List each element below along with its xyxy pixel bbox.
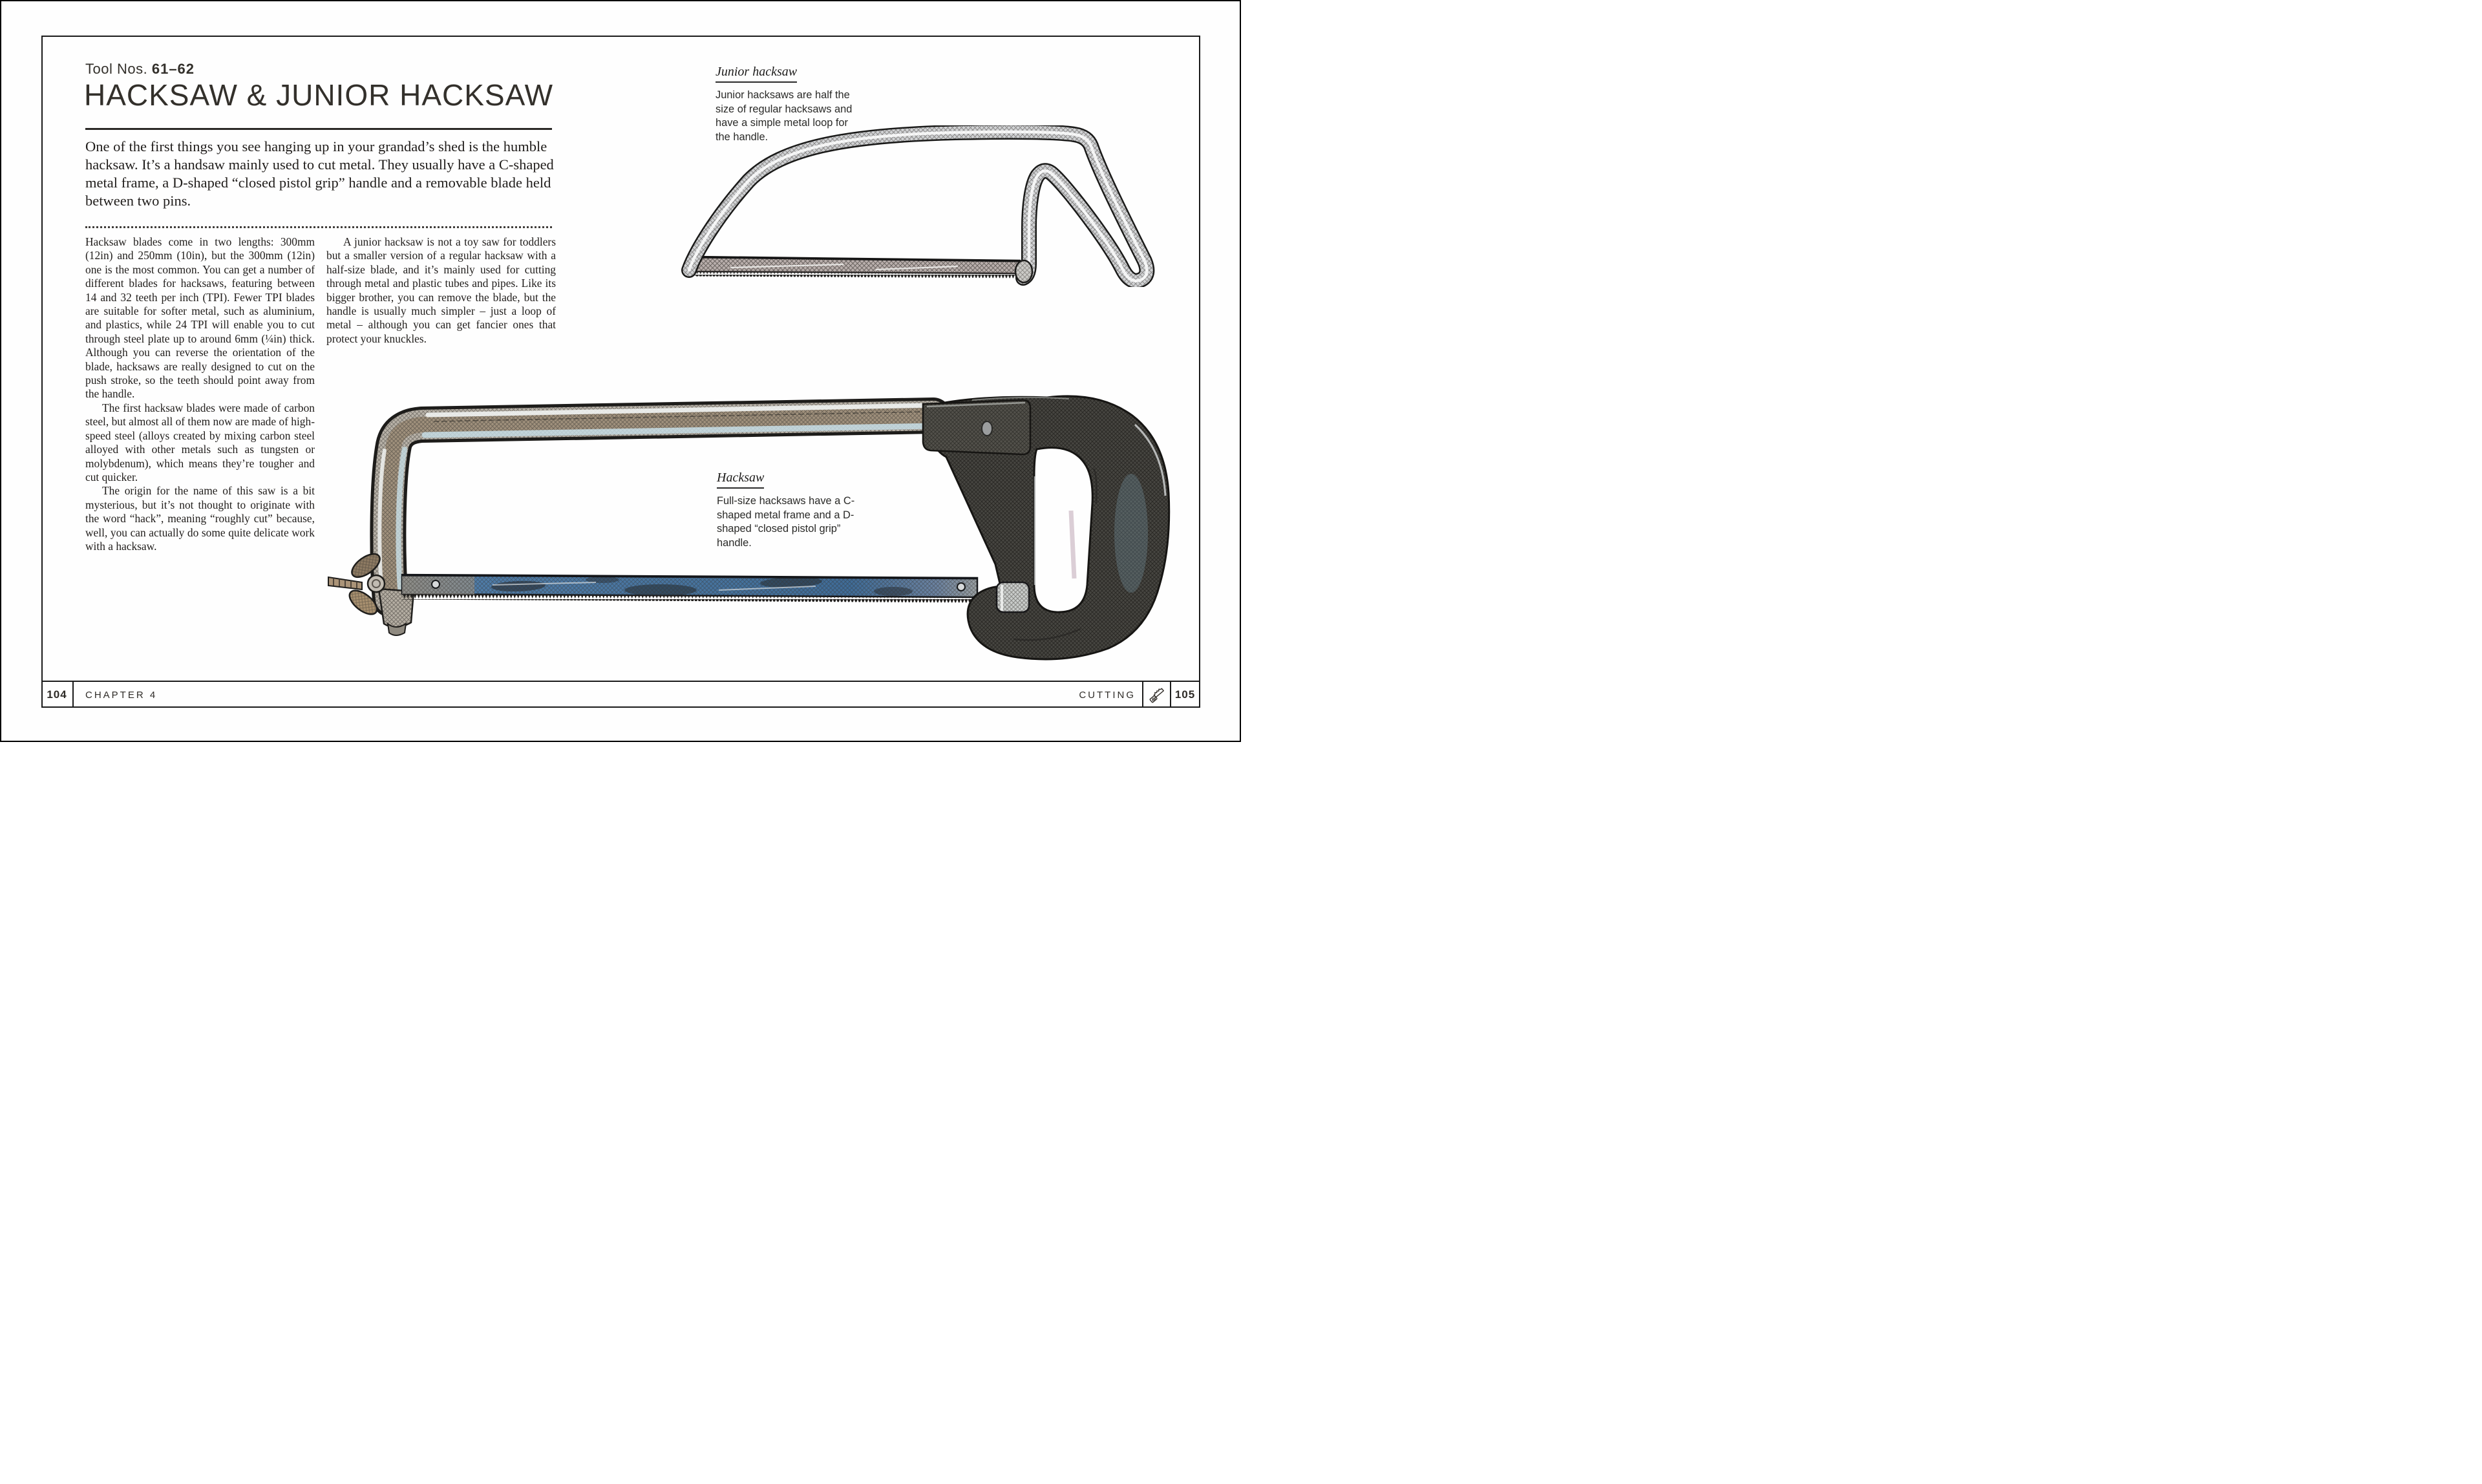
chapter-label: CHAPTER 4	[85, 689, 158, 701]
intro-paragraph: One of the first things you see hanging up in your grandad’s shed is the humble hacksaw. It’s a handsaw mainly used to cut metal. They usually have a C-shaped metal frame, a D-shaped “closed pistol grip” handle and a removable blade held between two pins.	[85, 138, 554, 209]
dotted-divider	[85, 226, 552, 228]
left-column	[85, 235, 315, 553]
hacksaw-blade	[402, 575, 977, 603]
hacksaw-handle	[923, 396, 1169, 659]
wingnut	[328, 549, 385, 619]
body-paragraph: The first hacksaw blades were made of carbon steel, but almost all of them now are made of high-speed steel (alloys created by mixing carbon steel alloyed with other metals such as tungsten or molybdenum), which means they’re tougher and cut quicker.	[85, 401, 315, 483]
junior-caption-body: Junior hacksaws are half the size of regular hacksaws and have a simple metal loop for the handle.	[716, 89, 853, 143]
hacksaw-caption-heading: Hacksaw	[717, 471, 764, 489]
tool-number-label	[85, 61, 195, 78]
saw-icon	[1142, 682, 1170, 708]
body-paragraph: The origin for the name of this saw is a bit mysterious, but it’s not thought to originate with the word “hack”, meaning “roughly cut” because, well, you can actually do some quite delicate work with a hacksaw.	[85, 484, 315, 553]
blade-pin-right	[957, 583, 965, 591]
page-title: HACKSAW & JUNIOR HACKSAW	[84, 78, 553, 112]
blade-pin-left	[432, 580, 440, 588]
body-paragraph: Hacksaw blades come in two lengths: 300mm (12in) and 250mm (10in), but the 300mm (12in) one is the most common. You can get a number of different blades for hacksaws, featuring between 14 and 32 teeth per inch (TPI). Fewer TPI blades are suitable for softer metal, such as aluminium, and plastics, while 24 TPI will enable you to cut through steel plate up to around 6mm (¼in) thick. Although you can reverse the orientation of the blade, hacksaws are really designed to cut on the push stroke, so the teeth should point away from the handle.	[85, 235, 315, 401]
page-number-left: 104	[41, 682, 74, 708]
footer-band	[41, 681, 1200, 708]
junior-blade	[695, 257, 1021, 279]
section-label: CUTTING	[1079, 689, 1136, 701]
title-rule	[85, 128, 552, 130]
tool-label: Tool Nos.	[85, 61, 148, 77]
body-paragraph: A junior hacksaw is not a toy saw for toddlers but a smaller version of a regular hacksaw with a half-size blade, and it’s mainly used for cutting through metal and plastic tubes and pipes. Like its bigger brother, you can remove the blade, but the handle is usually much simpler – just a loop of metal – although you can get fancier ones that protect your knuckles.	[326, 235, 556, 345]
hacksaw-caption	[717, 471, 855, 550]
junior-frame-foot	[1015, 260, 1032, 282]
tool-numbers: 61–62	[151, 61, 195, 77]
hacksaw-caption-body: Full-size hacksaws have a C-shaped metal frame and a D-shaped “closed pistol grip” handle.	[717, 495, 855, 549]
junior-caption-heading: Junior hacksaw	[716, 65, 797, 83]
junior-caption	[716, 65, 856, 144]
junior-hacksaw-illustration	[679, 125, 1160, 287]
right-column	[326, 235, 556, 346]
book-spread	[0, 0, 1241, 742]
page-number-right: 105	[1170, 682, 1199, 708]
handle-rivet	[982, 421, 992, 436]
